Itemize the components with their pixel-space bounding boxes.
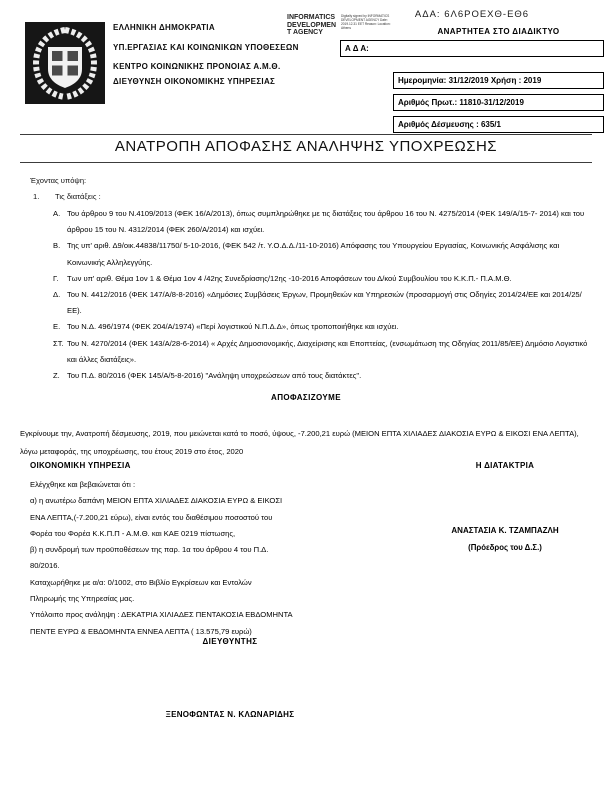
ada-code: ΑΔΑ: 6Λ6ΡΟΕΧΘ-ΕΘ6 bbox=[414, 9, 530, 20]
org-line-republic: ΕΛΛΗΝΙΚΗ ΔΗΜΟΚΡΑΤΙΑ bbox=[113, 23, 215, 32]
decision-heading: ΑΠΟΦΑΣΙΖΟΥΜΕ bbox=[271, 393, 341, 402]
verification-text-block bbox=[30, 477, 360, 640]
provision-item-text: Του Ν. 4412/2016 (ΦΕΚ 147/Α/8-8-2016) «Δημόσιες Συμβάσεις Έργων, Προμηθειών και Υπηρεσιών (προσαρμογή στις Οδηγίες 2014/24/ΕΕ και 2014/25/ΕΕ). bbox=[67, 290, 582, 316]
provision-item bbox=[53, 319, 590, 335]
provision-item-label: Δ. bbox=[53, 290, 61, 300]
provision-item-label: Ζ. bbox=[53, 371, 60, 381]
provision-item bbox=[53, 271, 590, 287]
ada-box: Α Δ Α: bbox=[340, 40, 604, 57]
verification-line: Υπόλοιπο προς ανάληψη : ΔΕΚΑΤΡΙΑ ΧΙΛΙΑΔΕΣ ΠΕΝΤΑΚΟΣΙΑ ΕΒΔΟΜΗΝΤΑ bbox=[30, 610, 293, 620]
provision-item-text: Του Π.Δ. 80/2016 (ΦΕΚ 145/Α/5-8-2016) "Ανάληψη υποχρεώσεων από τους διατάκτες". bbox=[67, 371, 362, 381]
provision-item bbox=[53, 336, 590, 368]
verification-line: Φορέα του Φορέα Κ.Κ.Π.Π - Α.Μ.Θ. και ΚΑΕ 0219 πίστωσης, bbox=[30, 528, 236, 538]
digital-signature-stamp bbox=[287, 14, 336, 37]
provision-item-text: Του άρθρου 9 του Ν.4109/2013 (ΦΕΚ 16/Α/2013), όπως συμπληρώθηκε με τις διατάξεις του άρθρου 16 του Ν. 4275/2014 (ΦΕΚ 149/Α/15-7- 2014) και του άρθρου 15 του Ν. 4312/2014 (ΦΕΚ 260/Α/2014) και ισχύει. bbox=[67, 209, 585, 235]
preamble-item-number: 1. bbox=[33, 192, 40, 201]
provision-item-label: Γ. bbox=[53, 273, 59, 283]
provision-item-text: Της υπ' αριθ. Δ9/οικ.44838/11750/ 5-10-2016, (ΦΕΚ 542 /τ. Υ.Ο.Δ.Δ./11-10-2016) Απόφασης του Υπουργείου Εργασίας, Κοινωνικής Ασφάλισης και Κοινωνικής Αλληλεγγύης. bbox=[67, 241, 560, 267]
director-name: ΞΕΝΟΦΩΝΤΑΣ Ν. ΚΛΩΝΑΡΙΔΗΣ bbox=[165, 710, 295, 719]
commitment-number-box: Αριθμός Δέσμευσης : 635/1 bbox=[393, 116, 604, 133]
verification-line: 80/2016. bbox=[30, 561, 60, 571]
authorizing-officer-name: ΑΝΑΣΤΑΣΙΑ Κ. ΤΖΑΜΠΑΖΛΗ bbox=[451, 526, 559, 535]
director-title: ΔΙΕΥΘΥΝΤΗΣ bbox=[202, 637, 258, 646]
provision-item-text: Του Ν.Δ. 496/1974 (ΦΕΚ 204/Α/1974) «Περί λογιστικού Ν.Π.Δ.Δ», όπως τροποποιήθηκε και ισχύει. bbox=[67, 322, 399, 332]
verification-line: Καταχωρήθηκε με α/α: 0/1002, στο Βιβλίο Εγκρίσεων και Εντολών bbox=[30, 577, 252, 587]
verification-line: β) η συνδρομή των προϋποθέσεων της παρ. 1α του άρθρου 4 του Π.Δ. bbox=[30, 545, 269, 555]
org-line-center: ΚΕΝΤΡΟ ΚΟΙΝΩΝΙΚΗΣ ΠΡΟΝΟΙΑΣ Α.Μ.Θ. bbox=[113, 62, 281, 71]
page-title: ΑΝΑΤΡΟΠΗ ΑΠΟΦΑΣΗΣ ΑΝΑΛΗΨΗΣ ΥΠΟΧΡΕΩΣΗΣ bbox=[114, 138, 498, 155]
authorizing-officer-header: Η ΔΙΑΤΑΚΤΡΙΑ bbox=[475, 461, 535, 470]
title-rule-bottom bbox=[20, 162, 592, 163]
provision-item bbox=[53, 287, 590, 319]
org-line-directorate: ΔΙΕΥΘΥΝΣΗ ΟΙΚΟΝΟΜΙΚΗΣ ΥΠΗΡΕΣΙΑΣ bbox=[113, 77, 276, 86]
verification-line: Ελέγχθηκε και βεβαιώνεται ότι : bbox=[30, 480, 136, 489]
provision-item bbox=[53, 368, 590, 384]
verification-line: α) η ανωτέρω δαπάνη ΜΕΙΟΝ ΕΠΤΑ ΧΙΛΙΑΔΕΣ ΔΙΑΚΟΣΙΑ ΕΥΡΩ & ΕΙΚΟΣΙ bbox=[30, 496, 283, 506]
provision-item-label: Α. bbox=[53, 209, 61, 218]
provision-item-label: Ε. bbox=[53, 322, 61, 332]
decision-body: Εγκρίνουμε την, Ανατροπή δέσμευσης, 2019, που μειώνεται κατά το ποσό, ύψους, -7.200,21 ευρώ (ΜΕΙΟΝ ΕΠΤΑ ΧΙΛΙΑΔΕΣ ΔΙΑΚΟΣΙΑ ΕΥΡΩ & ΕΙΚΟΣΙ ΕΝΑ ΛΕΠΤΑ), λόγω μεταφοράς, της υποχρέωσης, του έτους 2019 στο έτος, 2020 bbox=[20, 429, 579, 456]
verification-line: Πληρωμής της Υπηρεσίας μας. bbox=[30, 594, 135, 604]
protocol-number-box: Αριθμός Πρωτ.: 11810-31/12/2019 bbox=[393, 94, 604, 111]
provision-item-text: Των υπ' αριθ. Θέμα 1ον 1 & Θέμα 1ον 4 /42ης Συνεδρίασης/12ης -10-2016 Αποφάσεων του Δ/κού Συμβουλίου του Κ.Κ.Π.- Π.Α.Μ.Θ. bbox=[67, 273, 512, 283]
having-regard-label: Έχοντας υπόψη: bbox=[30, 176, 87, 185]
stamp-agency-line: T AGENCY bbox=[287, 29, 323, 37]
stamp-agency-line: DEVELOPMEN bbox=[287, 21, 337, 29]
provision-item-label: Β. bbox=[53, 241, 61, 251]
verification-line: ΕΝΑ ΛΕΠΤΑ,(-7.200,21 εύρω), είναι εντός του διαθέσιμου ποσοστού του bbox=[30, 512, 273, 522]
authorizing-officer-role: (Πρόεδρος του Δ.Σ.) bbox=[468, 543, 542, 552]
digital-signature-details: Digitally signed by INFORMATICS DEVELOPMENT AGENCY Date: 2019.12.31 EET Reason: Location: Athens bbox=[341, 14, 391, 30]
stamp-agency-line: INFORMATICS bbox=[287, 14, 336, 21]
provision-item bbox=[53, 206, 590, 238]
financial-service-header: ΟΙΚΟΝΟΜΙΚΗ ΥΠΗΡΕΣΙΑ bbox=[30, 461, 131, 470]
title-rule-top bbox=[20, 134, 592, 135]
provision-item bbox=[53, 238, 590, 270]
verification-line: ΠΕΝΤΕ ΕΥΡΩ & ΕΒΔΟΜΗΝΤΑ ΕΝΝΕΑ ΛΕΠΤΑ ( 13.575,79 ευρώ) bbox=[30, 626, 252, 636]
provisions-list bbox=[53, 206, 590, 384]
publish-notice: ΑΝΑΡΤΗΤΕΑ ΣΤΟ ΔΙΑΔΙΚΤΥΟ bbox=[437, 27, 560, 36]
provision-item-text: Του Ν. 4270/2014 (ΦΕΚ 143/Α/28-6-2014) « Αρχές Δημοσιονομικής, Διαχείρισης και Εποπτείας, (ενσωμάτωση της Οδηγίας 2011/85/ΕΕ) Δημόσιο Λογιστικό και άλλες διατάξεις». bbox=[67, 338, 588, 364]
hellenic-coat-of-arms-icon bbox=[25, 22, 105, 104]
date-box: Ημερομηνία: 31/12/2019 Χρήση : 2019 bbox=[393, 72, 604, 89]
provision-item-label: ΣΤ. bbox=[53, 338, 64, 348]
provisions-label: Τις διατάξεις : bbox=[55, 192, 101, 201]
org-line-ministry: ΥΠ.ΕΡΓΑΣΙΑΣ ΚΑΙ ΚΟΙΝΩΝΙΚΩΝ ΥΠΟΘΕΣΕΩΝ bbox=[113, 43, 299, 52]
